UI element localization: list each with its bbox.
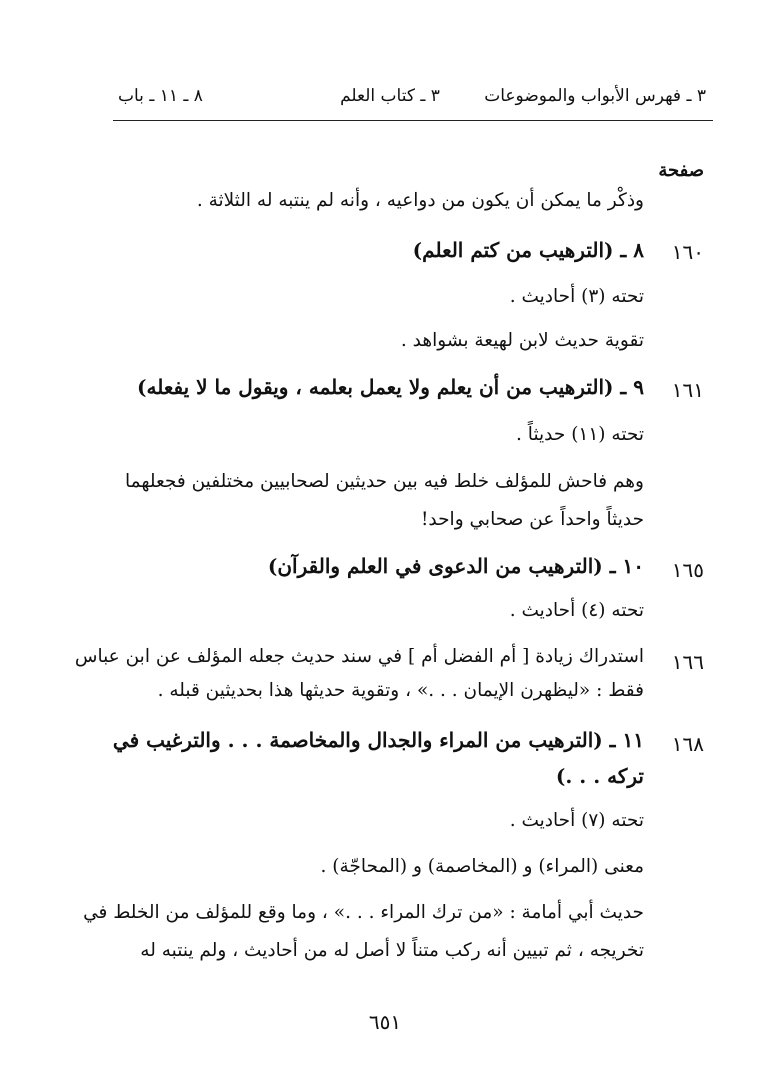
entry-page-number: ١٦٦ (671, 650, 704, 674)
chapter-title: ٩ ـ (الترهيب من أن يعلم ولا يعمل بعلمه ، ويقول ما لا يفعله) (137, 375, 644, 399)
entry-note: فقط : «ليظهرن الإيمان . . .» ، وتقوية حديثها هذا بحديثين قبله . (157, 680, 644, 701)
page-number: ٦٥١ (368, 1010, 402, 1034)
hadith-count: تحته (٣) أحاديث . (509, 286, 644, 307)
chapter-title: ١١ ـ (الترهيب من المراء والجدال والمخاصمة . . . والترغيب في (112, 728, 644, 752)
entry-note: استدراك زيادة [ أم الفضل أم ] في سند حديث جعله المؤلف عن ابن عباس (74, 646, 644, 667)
entry-note: معنى (المراء) و (المخاصمة) و (المحاجّة) . (320, 856, 644, 877)
entry-page-number: ١٦١ (671, 378, 704, 402)
entry-note: وهم فاحش للمؤلف خلط فيه بين حديثين لصحابيين مختلفين فجعلهما (125, 471, 644, 492)
header-book-title: ٣ ـ كتاب العلم (340, 86, 440, 106)
entry-page-number: ١٦٨ (671, 732, 704, 756)
entry-note: حديثاً واحداً عن صحابي واحد! (420, 509, 644, 530)
chapter-title: ٨ ـ (الترهيب من كتم العلم) (412, 238, 644, 262)
header-section-title: ٣ ـ فهرس الأبواب والموضوعات (484, 86, 706, 106)
hadith-count: تحته (٤) أحاديث . (509, 600, 644, 621)
header-chapter-range: ٨ ـ ١١ ـ باب (118, 86, 203, 106)
hadith-count: تحته (٧) أحاديث . (509, 810, 644, 831)
chapter-title: تركه . . .) (555, 764, 644, 788)
chapter-title: ١٠ ـ (الترهيب من الدعوى في العلم والقرآن) (267, 554, 644, 578)
header-rule (113, 120, 713, 121)
page-column-label: صفحة (658, 160, 704, 181)
entry-page-number: ١٦٠ (671, 240, 704, 264)
entry-note: تخريجه ، ثم تبيين أنه ركب متناً لا أصل له من أحاديث ، ولم ينتبه له (140, 940, 644, 961)
entry-note: حديث أبي أمامة : «من ترك المراء . . .» ، وما وقع للمؤلف من الخلط في (83, 902, 644, 923)
intro-line: وذكْر ما يمكن أن يكون من دواعيه ، وأنه لم ينتبه له الثلاثة . (196, 190, 644, 211)
entry-page-number: ١٦٥ (671, 558, 704, 582)
hadith-count: تحته (١١) حديثاً . (516, 424, 644, 445)
entry-note: تقوية حديث لابن لهيعة بشواهد . (400, 330, 644, 351)
